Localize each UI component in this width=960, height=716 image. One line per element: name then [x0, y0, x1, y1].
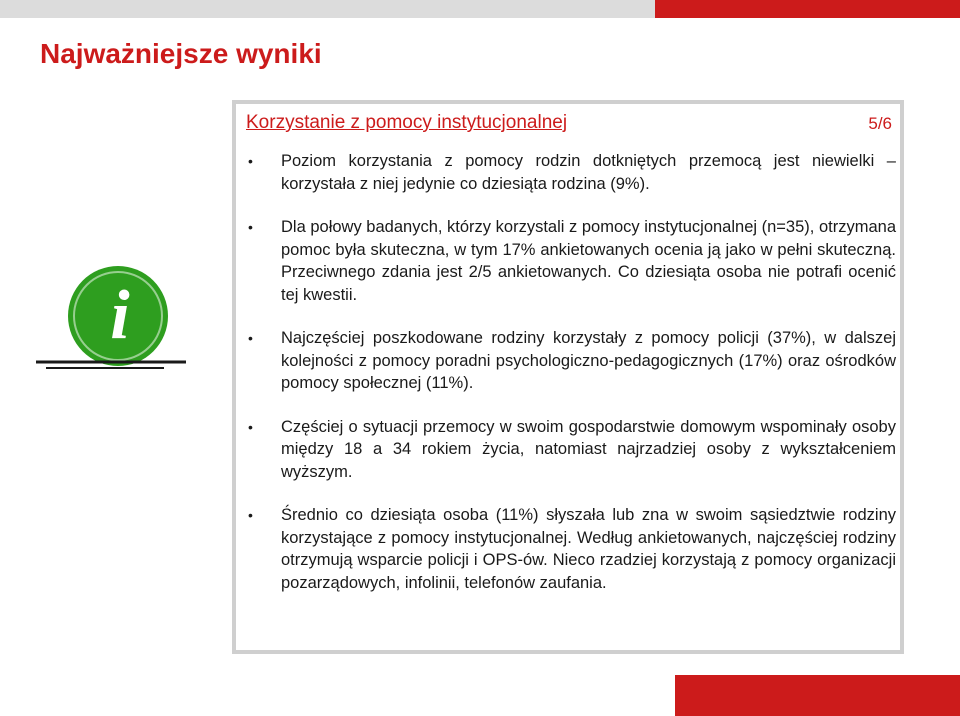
- bullet-text: Poziom korzystania z pomocy rodzin dotkniętych przemocą jest niewielki – korzystała z niej jedynie co dziesiąta rodzina (9%).: [281, 152, 896, 193]
- bullet-icon: •: [248, 330, 253, 346]
- bullet-icon: •: [248, 219, 253, 235]
- bullet-item-5: [246, 504, 896, 594]
- bullet-item-1: [246, 150, 896, 195]
- bullet-text: Dla połowy badanych, którzy korzystali z pomocy instytucjonalnej (n=35), otrzymana pomoc była skuteczna, w tym 17% ankietowanych ocenia ją jako w pełni skuteczną. Przeciwnego zdania jest 2/5 ankietowanych. Co dziesiąta osoba nie potrafi ocenić tej kwestii.: [281, 218, 896, 304]
- bottom-decor-grey: [0, 675, 675, 716]
- bullet-text: Średnio co dziesiąta osoba (11%) słyszała lub zna w swoim sąsiedztwie rodziny korzystające z pomocy instytucjonalnej. Według ankietowanych, najczęściej rodziny otrzymują wsparcie policji i OPS-ów. Nieco rzadziej korzystają z pomocy organizacji pozarządowych, infolinii, telefonów zaufania.: [281, 506, 896, 592]
- info-icon-letter: i: [110, 277, 130, 354]
- bottom-decor-bar: [0, 675, 960, 716]
- bullet-icon: •: [248, 507, 253, 523]
- page-number: 5/6: [868, 114, 892, 133]
- bullet-list: [246, 150, 896, 615]
- top-decor-grey: [0, 0, 655, 18]
- top-decor-red: [655, 0, 960, 18]
- bottom-decor-red: [675, 675, 960, 716]
- bullet-icon: •: [248, 418, 253, 435]
- bullet-text: Najczęściej poszkodowane rodziny korzystały z pomocy policji (37%), w dalszej kolejności z pomocy poradni psychologiczno-pedagogicznych (17%) oraz ośrodków pomocy społecznej (11%).: [281, 329, 896, 392]
- section-subtitle: Korzystanie z pomocy instytucjonalnej: [246, 112, 568, 133]
- top-decor-bar: [0, 0, 960, 18]
- bullet-icon: •: [248, 153, 253, 169]
- content-panel: [232, 100, 904, 654]
- page-title: Najważniejsze wyniki: [40, 38, 322, 69]
- bullet-item-4: [246, 416, 896, 484]
- bullet-item-2: [246, 216, 896, 306]
- info-icon: [36, 262, 186, 372]
- bullet-item-3: [246, 327, 896, 395]
- bullet-text: Częściej o sytuacji przemocy w swoim gospodarstwie domowym wspominały osoby między 18 a 34 rokiem życia, natomiast najrzadziej osoby z wykształceniem wyższym.: [281, 417, 896, 481]
